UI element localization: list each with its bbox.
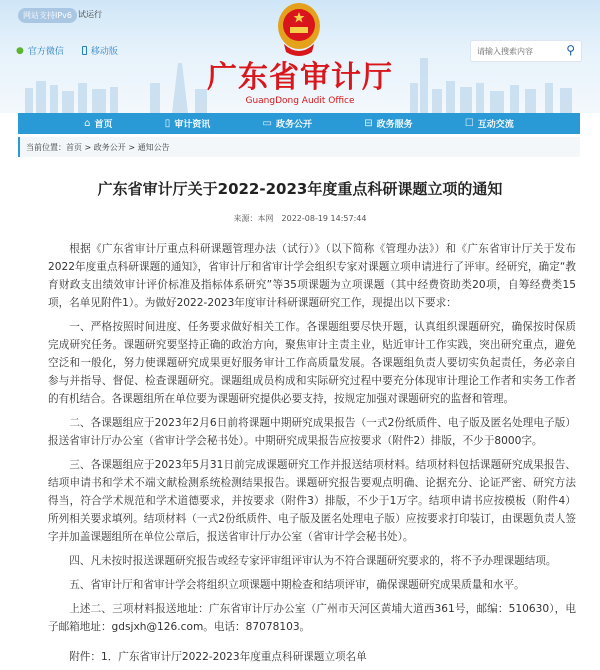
trial-label: 试运行 (78, 10, 102, 19)
site-logo-text: 广东省审计厅 (207, 60, 393, 95)
chat-icon: ☐ (464, 118, 474, 129)
nav-interaction[interactable]: ☐ 互动交流 (464, 118, 514, 130)
search-input[interactable]: 请输入搜索内容 ⚲ (470, 40, 582, 62)
article-source: 来源：本网 (233, 214, 274, 223)
folder-icon: ▭ (262, 118, 272, 129)
paragraph: 三、各课题组应于2023年5月31日前完成课题研究工作并报送结项材料。结项材料包括课题研究成果报告、结项申请书和学术不端文献检测系统检测结果报告。课题研究报告要观点明确、论据充分、论证严密、研究方法得当，符合学术规范和学术道德要求，并按要求（附件3）排版，不少于1万字。结项申请书应按模板（附件4）所列相关要求填列。结项材料（一式2份纸质件、电子版及匿名处理电子版）应按要求打印装订，由课题负责人签字并加盖课题组所在单位公章后，报送省审计厅办公室（省审计学会秘书处）。 (48, 459, 576, 543)
breadcrumb-notices[interactable]: 通知公告 (137, 143, 170, 152)
site-logo-english: GuangDong Audit Office (245, 96, 355, 106)
article-date: 2022-08-19 14:57:44 (281, 214, 367, 223)
breadcrumb-gov-affairs[interactable]: 政务公开 (93, 143, 126, 152)
article-title: 广东省审计厅关于2022-2023年度重点科研课题立项的通知 (97, 180, 503, 198)
nav-gov-services[interactable]: ⊟ 政务服务 (364, 118, 413, 130)
breadcrumb-home[interactable]: 首页 (66, 143, 82, 152)
national-emblem-icon (276, 2, 322, 58)
document-icon: ▯ (164, 118, 171, 129)
wechat-icon: ● (16, 45, 24, 56)
paragraph: 五、省审计厅和省审计学会将组织立项课题中期检查和结项评审，确保课题研究成果质量和水平。 (69, 579, 525, 591)
briefcase-icon: ⊟ (364, 118, 373, 129)
search-icon[interactable]: ⚲ (566, 43, 575, 57)
main-nav (18, 113, 580, 134)
mobile-phone-icon (82, 46, 87, 55)
paragraph: 一、严格按照时间进度、任务要求做好相关工作。各课题组要尽快开题，认真组织课题研究，确保按时保质完成研究任务。课题研究要坚持正确的政治方向，聚焦审计主责主业，贴近审计工作实践，突出研究重点，避免空泛和一般化，努力使课题研究成果更好服务审计工作高质量发展。各课题组负责人要切实负起责任，务必亲自参与并指导、督促、检查课题研究。课题组成员构成和实际研究过程中要充分体现审计理论工作者和实务工作者的有机结合。各课题组所在单位要为课题研究提供必要支持，按规定加强对课题研究的监督和管理。 (48, 321, 576, 405)
article-meta (0, 213, 600, 224)
breadcrumb: 当前位置：首页 > 政务公开 > 通知公告 (18, 137, 580, 157)
paragraph: 根据《广东省审计厅重点科研课题管理办法（试行）》（以下简称《管理办法》）和《广东省审计厅关于发布2022年度重点科研课题的通知》，省审计厅和省审计学会组织专家对课题立项申请进行了评审。经研究，确定“教育财政支出绩效审计评价标准及指标体系研究”等35项课题为立项课题（其中经费资助类20项，自筹经费类15项，名单见附件1）。为做好2022-2023年度审计科研课题研究工作，现提出以下要求： (48, 243, 576, 309)
nav-audit-news[interactable]: ▯ 审计资讯 (164, 118, 211, 130)
paragraph: 四、凡未按时报送课题研究报告或经专家评审组评审认为不符合课题研究要求的，将不予办理课题结项。 (69, 555, 557, 567)
site-header (0, 0, 600, 113)
article-body (48, 240, 576, 642)
paragraph-address: 上述二、三项材料报送地址：广东省审计厅办公室（广州市天河区黄埔大道西361号，邮编：510630），电子邮箱地址：gdsjxh@126.com。电话：87078103。 (48, 603, 576, 633)
ipv6-badge: 网站支持IPv6 (18, 8, 77, 23)
home-icon: ⌂ (84, 118, 91, 129)
wechat-link[interactable]: ● 官方微信 (16, 45, 64, 57)
nav-gov-affairs[interactable]: ▭ 政务公开 (262, 118, 312, 130)
mobile-link[interactable]: 移动版 (82, 44, 118, 57)
attachment-link[interactable]: 附件：1．广东省审计厅2022-2023年度重点科研课题立项名单 (69, 651, 367, 663)
nav-home[interactable]: ⌂ 首页 (84, 118, 113, 130)
paragraph: 二、各课题组应于2023年2月6日前将课题中期研究成果报告（一式2份纸质件、电子版及匿名处理电子版）报送省审计厅办公室（省审计学会秘书处）。中期研究成果报告应按要求（附件2）排版，不少于8000字。 (48, 417, 576, 447)
